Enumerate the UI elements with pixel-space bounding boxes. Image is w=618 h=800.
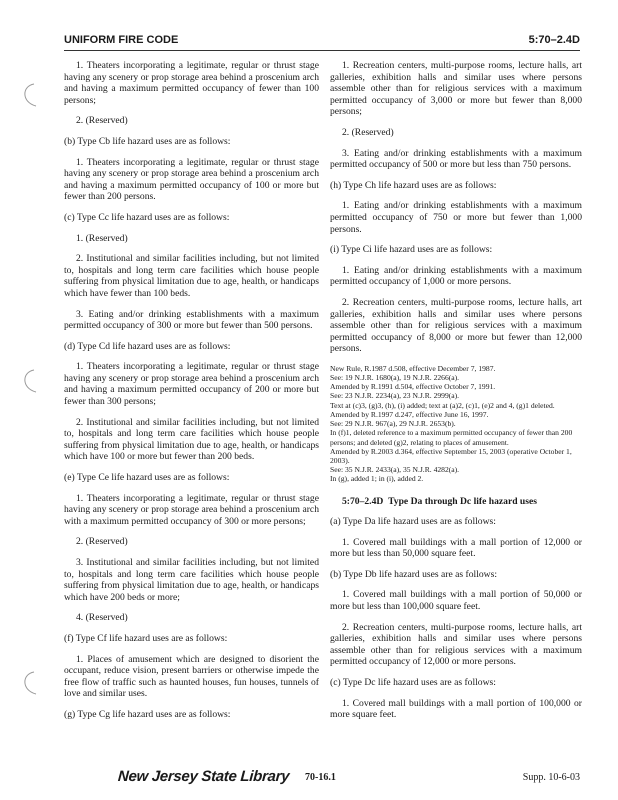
paragraph: 4. (Reserved)	[76, 612, 128, 624]
header-section: 5:70–2.4D	[528, 34, 580, 46]
history-line: Amended by R.2003 d.364, effective September 15, 2003 (operative October 1, 2003).	[330, 446, 572, 465]
left-column	[64, 60, 319, 730]
paragraph: 1. Covered mall buildings with a mall portion of 50,000 or more but less than 100,000 square feet.	[330, 589, 582, 613]
paragraph: 2. (Reserved)	[342, 126, 394, 138]
history-line: New Rule, R.1987 d.508, effective December 7, 1987.	[330, 363, 496, 373]
subsection-intro: (c) Type Dc life hazard uses are as follows:	[330, 677, 496, 689]
binder-hole-mark	[18, 368, 40, 394]
paragraph: 1. Theaters incorporating a legitimate, regular or thrust stage having any scenery or prop storage area behind a proscenium arch with a maximum permitted occupancy of 300 or more persons;	[64, 492, 319, 527]
subsection-intro: (i) Type Ci life hazard uses are as follows:	[330, 244, 493, 256]
history-line: In (f)1, deleted reference to a maximum permitted occupancy of fewer than 200 persons; and deleted (g)2, relating to places of amusement.	[330, 428, 573, 447]
binder-hole-mark	[18, 670, 40, 696]
section-number: 5:70–2.4D	[342, 495, 384, 507]
header-rule	[64, 50, 580, 51]
paragraph: 2. Institutional and similar facilities including, but not limited to, hospitals and long term care facilities which house people suffering from physical limitation due to age, health, or handicaps which have fewer than 100 beds.	[64, 253, 319, 299]
paragraph: 2. Recreation centers, multi-purpose rooms, lecture halls, art galleries, exhibition halls and similar uses where persons assemble other than for religious services with a maximum permitted occupancy of 8,000 or more but fewer than 12,000 persons.	[330, 296, 582, 355]
right-column	[330, 60, 582, 730]
paragraph: 2. (Reserved)	[76, 536, 128, 548]
paragraph: 2. Institutional and similar facilities including, but not limited to, hospitals and long term care facilities which house people suffering from physical limitation due to age, health, or handicaps which have 100 or more but fewer than 200 beds.	[64, 416, 319, 463]
subsection-intro: (f) Type Cf life hazard uses are as follows:	[64, 632, 228, 644]
subsection-intro: (d) Type Cd life hazard uses are as follows:	[64, 340, 231, 352]
paragraph: 1. Theaters incorporating a legitimate, regular or thrust stage having any scenery or prop storage area behind a proscenium arch and having a maximum permitted occupancy of 100 or more but fewer than 200 persons.	[64, 156, 319, 203]
paragraph: 2. Recreation centers, multi-purpose rooms, lecture halls, art galleries, exhibition halls and similar uses where persons assemble other than for religious services with a maximum permitted occupancy of 12,000 or more persons.	[330, 621, 582, 668]
paragraph: 3. Institutional and similar facilities including, but not limited to, hospitals and long term care facilities which house people suffering from physical limitation due to age, health, or handicaps which have 200 beds or more;	[64, 557, 319, 603]
header-title: UNIFORM FIRE CODE	[64, 34, 179, 46]
history-line: Text at (c)3, (g)3, (h), (i) added; text at (a)2, (c)1, (e)2 and 4, (g)1 deleted.	[330, 400, 555, 410]
subsection-intro: (h) Type Ch life hazard uses are as follows:	[330, 179, 497, 191]
paragraph: 1. Recreation centers, multi-purpose rooms, lecture halls, art galleries, exhibition halls and similar uses where persons assemble other than for religious services with a maximum permitted occupancy of 3,000 or more but fewer than 8,000 persons;	[330, 60, 582, 118]
paragraph: 1. Theaters incorporating a legitimate, regular or thrust stage having any scenery or prop storage area behind a proscenium arch and having a maximum permitted occupancy of fewer than 100 persons;	[64, 60, 319, 106]
library-stamp: New Jersey State Library	[117, 768, 290, 785]
history-line: See: 29 N.J.R. 967(a), 29 N.J.R. 2653(b).	[330, 419, 456, 429]
history-line: Amended by R.1991 d.504, effective October 7, 1991.	[330, 382, 496, 392]
history-line: See: 19 N.J.R. 1680(a), 19 N.J.R. 2266(a).	[330, 373, 460, 383]
history-line: In (g), added 1; in (i), added 2.	[330, 474, 424, 484]
subsection-intro: (b) Type Cb life hazard uses are as follows:	[64, 135, 231, 147]
paragraph: 1. (Reserved)	[76, 232, 128, 244]
paragraph: 3. Eating and/or drinking establishments with a maximum permitted occupancy of 500 or more but less than 750 persons.	[330, 147, 582, 171]
history-notes	[330, 364, 582, 484]
paragraph: 1. Places of amusement which are designed to disorient the occupant, reduce vision, present barriers or otherwise impede the free flow of traffic such as haunted houses, fun houses, tunnels of love and similar uses.	[64, 653, 319, 700]
page-number: 70-16.1	[305, 772, 336, 783]
paragraph: 1. Covered mall buildings with a mall portion of 12,000 or more but less than 50,000 square feet.	[330, 536, 582, 560]
history-line: See: 35 N.J.R. 2433(a), 35 N.J.R. 4282(a).	[330, 465, 460, 475]
paragraph: 1. Eating and/or drinking establishments with a maximum permitted occupancy of 750 or more but fewer than 1,000 persons.	[330, 200, 582, 235]
paragraph: 2. (Reserved)	[76, 115, 128, 127]
subsection-intro: (g) Type Cg life hazard uses are as follows:	[64, 708, 231, 720]
section-heading	[330, 496, 582, 508]
binder-hole-mark	[18, 82, 40, 108]
history-line: See: 23 N.J.R. 2234(a), 23 N.J.R. 2999(a).	[330, 391, 460, 401]
paragraph: 1. Eating and/or drinking establishments with a maximum permitted occupancy of 1,000 or more persons.	[330, 264, 582, 288]
subsection-intro: (a) Type Da life hazard uses are as follows:	[330, 516, 496, 528]
subsection-intro: (b) Type Db life hazard uses are as follows:	[330, 568, 497, 580]
running-header	[64, 34, 580, 49]
supplement-date: Supp. 10-6-03	[522, 772, 580, 783]
paragraph: 1. Covered mall buildings with a mall portion of 100,000 or more square feet.	[330, 697, 582, 721]
section-title: Type Da through Dc life hazard uses	[388, 495, 537, 507]
subsection-intro: (c) Type Cc life hazard uses are as follows:	[64, 211, 230, 223]
paragraph: 3. Eating and/or drinking establishments with a maximum permitted occupancy of 300 or more but fewer than 500 persons.	[64, 308, 319, 332]
paragraph: 1. Theaters incorporating a legitimate, regular or thrust stage having any scenery or prop storage area behind a proscenium arch and having a maximum permitted occupancy of 200 or more but fewer than 300 persons;	[64, 361, 319, 408]
history-line: Amended by R.1997 d.247, effective June 16, 1997.	[330, 409, 489, 419]
subsection-intro: (e) Type Ce life hazard uses are as follows:	[64, 472, 230, 484]
